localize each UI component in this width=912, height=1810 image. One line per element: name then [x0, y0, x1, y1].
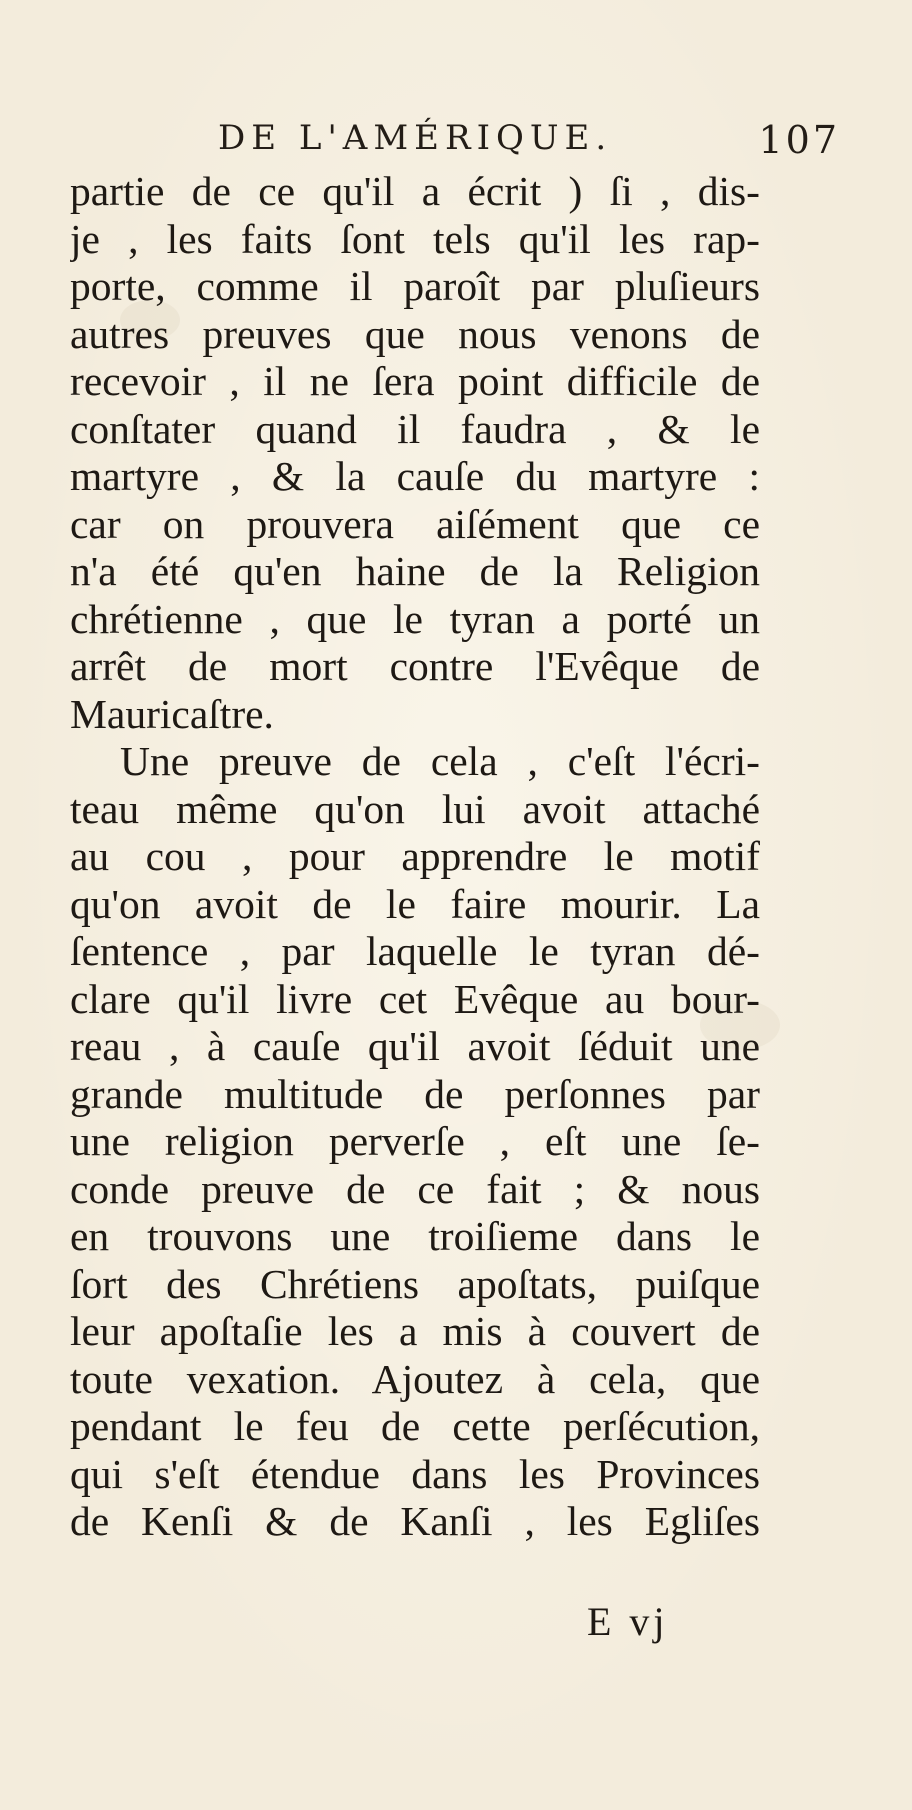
text-line: pendant le feu de cette perſécution, [70, 1403, 760, 1449]
text-line: reau , à cauſe qu'il avoit ſéduit une [70, 1023, 760, 1069]
text-line: Mauricaſtre. [70, 690, 274, 737]
text-line: chrétienne , que le tyran a porté un [70, 595, 760, 642]
text-line: porte, comme il paroît par pluſieurs [70, 263, 760, 309]
text-line: martyre , & la cauſe du martyre : [70, 453, 760, 499]
text-line: ſentence , par laquelle le tyran dé- [70, 928, 760, 974]
text-line: une religion perverſe , eſt une ſe- [70, 1118, 760, 1164]
text-line: grande multitude de perſonnes par [70, 1070, 760, 1117]
text-line: je , les faits ſont tels qu'il les rap- [70, 215, 760, 262]
text-line: qu'on avoit de le faire mourir. La [70, 880, 760, 927]
text-line: autres preuves que nous venons de [70, 310, 760, 357]
signature-mark: E vj [587, 1599, 669, 1644]
running-head: DE L'AMÉRIQUE. [218, 118, 613, 158]
text-line: car on prouvera aiſément que ce [70, 500, 760, 547]
body-text [70, 168, 760, 1546]
text-line: partie de ce qu'il a écrit ) ſi , dis- [70, 168, 760, 214]
text-line: au cou , pour apprendre le motif [70, 833, 760, 879]
paragraph [70, 168, 760, 738]
text-line: conde preuve de ce fait ; & nous [70, 1165, 760, 1212]
text-line: recevoir , il ne ſera point difficile de [70, 358, 760, 404]
text-line: de Kenſi & de Kanſi , les Egliſes [70, 1498, 760, 1544]
text-line: arrêt de mort contre l'Evêque de [70, 643, 760, 689]
page-header [70, 118, 840, 170]
text-line: toute vexation. Ajoutez à cela, que [70, 1355, 760, 1402]
text-line: n'a été qu'en haine de la Religion [70, 548, 760, 594]
text-line: ſort des Chrétiens apoſtats, puiſque [70, 1260, 760, 1307]
page-number: 107 [758, 118, 840, 162]
text-line: qui s'eſt étendue dans les Provinces [70, 1450, 760, 1497]
text-line: teau même qu'on lui avoit attaché [70, 785, 760, 832]
text-line: leur apoſtaſie les a mis à couvert de [70, 1308, 760, 1354]
text-line: conſtater quand il faudra , & le [70, 405, 760, 452]
text-line: en trouvons une troiſieme dans le [70, 1213, 760, 1259]
paragraph [70, 738, 760, 1546]
text-line: Une preuve de cela , c'eſt l'écri- [120, 738, 760, 784]
text-line: clare qu'il livre cet Evêque au bour- [70, 975, 760, 1022]
